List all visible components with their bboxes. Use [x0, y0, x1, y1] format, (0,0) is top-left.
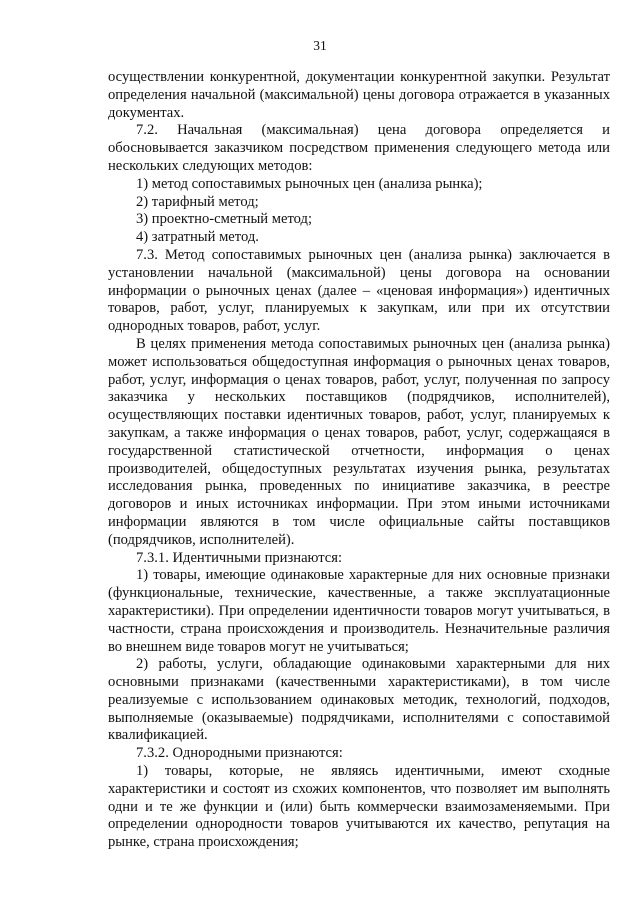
list-item-method-1: 1) метод сопоставимых рыночных цен (анализа рынка); [136, 175, 483, 192]
list-item-method-2: 2) тарифный метод; [136, 193, 259, 210]
paragraph-7-3: 7.3. Метод сопоставимых рыночных цен (анализа рынка) заключается в установлении начальной (максимальной) цены договора на основании информации о рыночных ценах (далее – «ценовая информация») идентичных товаров, работ, услуг, планируемых к закупкам, или при их отсутствии однородных товаров, работ, услуг. [108, 246, 610, 335]
paragraph-identical-goods: 1) товары, имеющие одинаковые характерные для них основные признаки (функциональные, технические, качественные, а также эксплуатационные характеристики). При определении идентичности товаров могут учитываться, в частности, страна происхождения и производитель. Незначительные различия во внешнем виде товаров могут не учитываться; [108, 567, 610, 655]
heading-7-3-2: 7.3.2. Однородными признаются: [136, 745, 343, 762]
paragraph-market-info: В целях применения метода сопоставимых рыночных цен (анализа рынка) может использоваться общедоступная информация о рыночных ценах товаров, работ, услуг, информация о ценах товаров, работ, услуг, полученная по запросу заказчика у нескольких поставщиков (подрядчиков, исполнителей), осуществляющих поставки идентичных товаров, работ, услуг, планируемых к закупкам, а также информация о ценах товаров, работ, услуг, содержащаяся в государственной статистической отчетности, информация о ценах производителей, общедоступных результатах изучения рынка, результатах исследования рынка, проведенных по инициативе заказчика, в реестре договоров и иных источниках информации. При этом иными источниками информации являются в том числе официальные сайты поставщиков (подрядчиков, исполнителей). [108, 335, 610, 548]
paragraph-homogeneous-goods: 1) товары, которые, не являясь идентичными, имеют сходные характеристики и состоят из схожих компонентов, что позволяет им выполнять одни и те же функции и (или) быть коммерчески взаимозаменяемыми. При определении однородности товаров учитываются их качество, репутация на рынке, страна происхождения; [108, 763, 610, 851]
paragraph-continuation: осуществлении конкурентной, документации конкурентной закупки. Результат определения начальной (максимальной) цены договора отражается в указанных документах. [108, 69, 610, 121]
paragraph-identical-works: 2) работы, услуги, обладающие одинаковыми характерными для них основными признаками (качественными характеристиками), в том числе реализуемые с использованием одинаковых методик, технологий, подходов, выполняемые (оказываемые) подрядчиками, исполнителями с сопоставимой квалификацией. [108, 656, 610, 744]
heading-7-3-1: 7.3.1. Идентичными признаются: [136, 549, 343, 566]
list-item-method-3: 3) проектно-сметный метод; [136, 211, 313, 228]
page-number: 31 [313, 38, 327, 53]
list-item-method-4: 4) затратный метод. [136, 229, 259, 246]
document-body [108, 69, 610, 852]
paragraph-7-2: 7.2. Начальная (максимальная) цена договора определяется и обосновывается заказчиком посредством применения следующего метода или нескольких следующих методов: [108, 122, 610, 174]
